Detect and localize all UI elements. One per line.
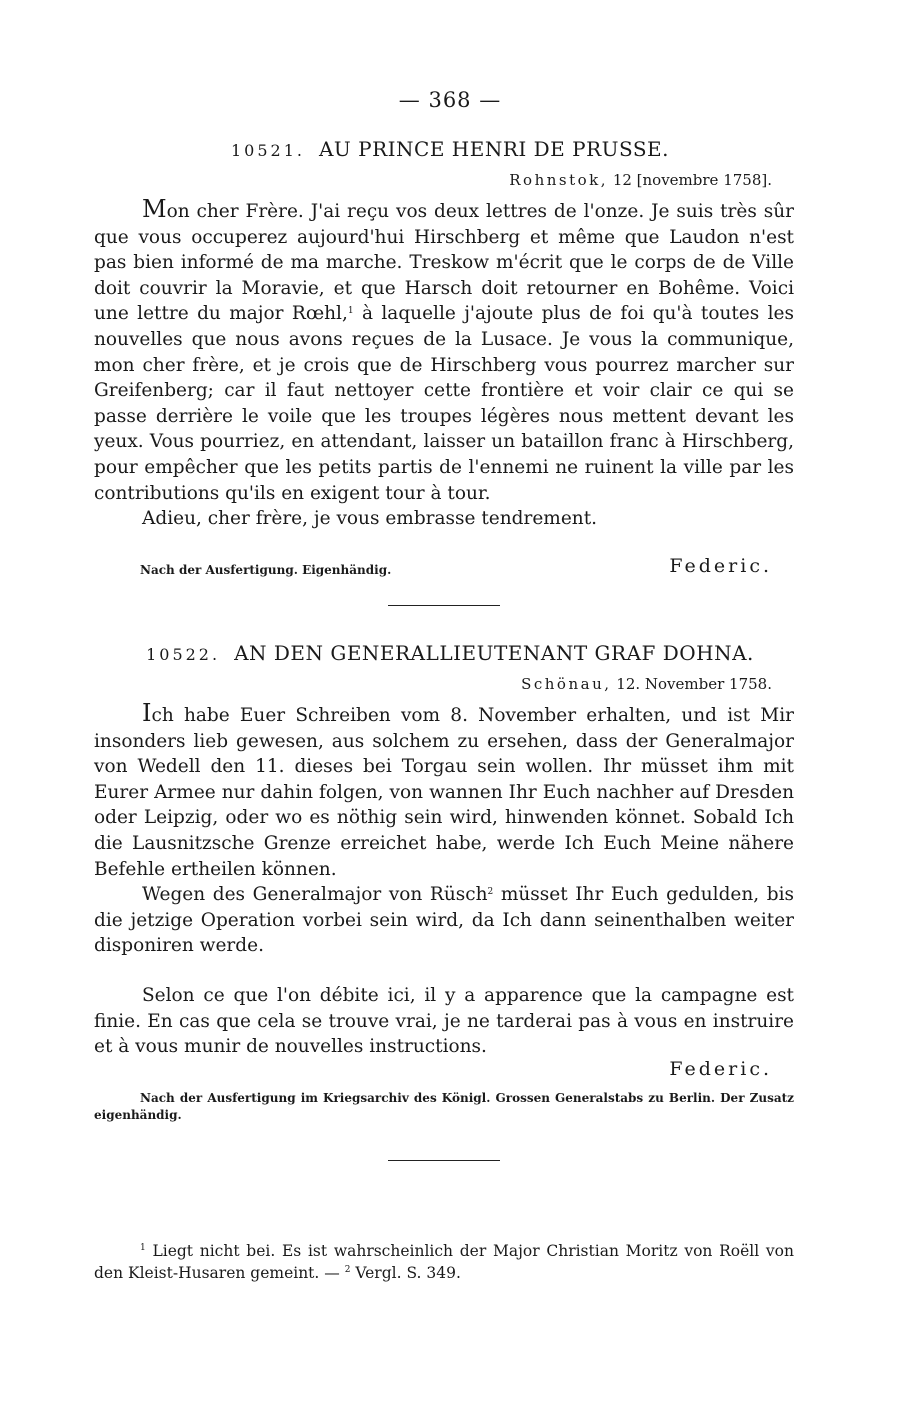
footnotes <box>94 1240 794 1284</box>
footnote-mark: 1 <box>140 1243 146 1253</box>
signature: Federic. <box>669 555 772 577</box>
section-divider <box>388 605 500 606</box>
signature: Federic. <box>669 1058 772 1080</box>
letter-paragraph: Mon cher Frère. J'ai reçu vos deux lettres de l'onze. Je suis très sûr que vous occuperez aujourd'hui Hirschberg et même que Laudon n'est pas bien informé de ma marche. Treskow m'écrit que le corps de de Ville doit couvrir la Moravie, et que Harsch doit retourner en Bohême. Voici une lettre du major Rœhl,$^1$ à laquelle j'ajoute plus de foi qu'à toutes les nouvelles que nous avons reçues de la Lusace. Je vous la communique, mon cher frère, et je crois que de Hirschberg vous pourrez marcher sur Greifenberg; car il faut nettoyer cette frontière et voir clair ce qui se passe derrière le voile que les troupes légères nous mettent devant les yeux. Vous pourriez, en attendant, laisser un bataillon franc à Hirschberg, pour empêcher que les petits partis de l'ennemi ne ruinent la ville par les contributions qu'ils en exigent tour à tour. <box>94 195 794 504</box>
letter-place: Rohnstok, <box>509 171 609 189</box>
initial-letter: M <box>142 195 167 223</box>
footnote: $^1$ Liegt nicht bei. Es ist wahrscheinlich der Major Christian Moritz von Roëll von den Kleist-Husaren gemeint. — $^2$ Vergl. S. 349. <box>94 1242 794 1282</box>
section-divider <box>388 1160 500 1161</box>
footnote-ref: 1 <box>347 306 354 317</box>
letter-paragraph: Wegen des Generalmajor von Rüsch$^2$ müsset Ihr Euch gedulden, bis die jetzige Operation vorbei sein wird, da Ich dann seinenthalben weiter disponiren werde. <box>94 884 794 957</box>
source-note: Nach der Ausfertigung. Eigenhändig. <box>140 563 392 577</box>
letter-recipient: AN DEN GENERALLIEUTENANT GRAF DOHNA. <box>234 641 754 665</box>
letter-dateline <box>521 675 772 693</box>
footnote-ref: 2 <box>487 887 494 898</box>
source-note: Nach der Ausfertigung im Kriegsarchiv des Königl. Grossen Generalstabs zu Berlin. Der Zusatz eigenhändig. <box>94 1091 794 1122</box>
initial-letter: I <box>142 699 152 727</box>
letter-body <box>94 701 794 959</box>
page-number: — 368 — <box>398 88 502 112</box>
letter-heading <box>0 137 900 161</box>
letter-date: 12 [novembre 1758]. <box>612 171 772 189</box>
letter-body <box>94 197 794 532</box>
letter-recipient: AU PRINCE HENRI DE PRUSSE. <box>318 137 670 161</box>
letter-heading <box>0 641 900 665</box>
letter-paragraph: Ich habe Euer Schreiben vom 8. November erhalten, und ist Mir insonders lieb gewesen, aus solchem zu ersehen, dass der Generalmajor von Wedell den 11. dieses bei Torgau sein wollen. Ihr müsset ihm mit Eurer Armee nur dahin folgen, von wannen Ihr Euch nachher auf Dresden oder Leipzig, oder wo es nöthig sein wird, hinwenden könnet. Sobald Ich die Lausnitzsche Grenze erreichet habe, werde Ich Euch Meine nähere Befehle ertheilen können. <box>94 699 794 880</box>
letter-number: 10521. <box>230 141 305 160</box>
postscript <box>94 983 794 1060</box>
footnote-mark: 2 <box>344 1265 351 1275</box>
letter-place: Schönau, <box>521 675 612 693</box>
letter-paragraph: Adieu, cher frère, je vous embrasse tendrement. <box>142 508 598 530</box>
letter-date: 12. November 1758. <box>616 675 772 693</box>
letter-paragraph: Selon ce que l'on débite ici, il y a apparence que la campagne est finie. En cas que cela se trouve vrai, je ne tarderai pas à vous en instruire et à vous munir de nouvelles instructions. <box>94 985 794 1058</box>
letter-number: 10522. <box>146 645 221 664</box>
letter-dateline <box>509 171 772 189</box>
